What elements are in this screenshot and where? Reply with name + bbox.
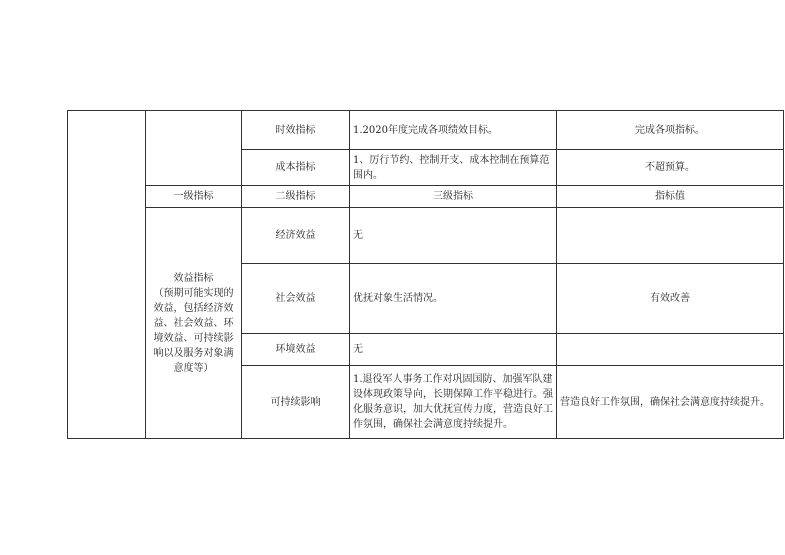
indicator-value-cell: 营造良好工作氛围，确保社会满意度持续提升。	[557, 366, 784, 439]
header-row	[68, 186, 784, 208]
secondary-indicator-cell: 时效指标	[242, 111, 350, 150]
secondary-indicator-cell: 可持续影响	[242, 366, 350, 439]
tertiary-indicator-cell: 无	[350, 208, 557, 264]
benefit-note: （预期可能实现的效益，包括经济效益、社会效益、环境效益、可持续影响以及服务对象满意度等）	[153, 287, 234, 374]
indicator-value-cell: 有效改善	[557, 264, 784, 334]
secondary-indicator-cell: 社会效益	[242, 264, 350, 334]
table-row	[68, 111, 784, 150]
tertiary-indicator-cell: 无	[350, 334, 557, 366]
secondary-indicator-cell: 经济效益	[242, 208, 350, 264]
tertiary-indicator-cell: 优抚对象生活情况。	[350, 264, 557, 334]
header-tertiary: 三级指标	[350, 186, 557, 208]
tertiary-indicator-cell: 1、厉行节约、控制开支、成本控制在预算范围内。	[350, 150, 557, 186]
header-secondary: 二级指标	[242, 186, 350, 208]
indicator-value-cell	[557, 208, 784, 264]
indicator-value-cell	[557, 334, 784, 366]
header-primary: 一级指标	[146, 186, 242, 208]
secondary-indicator-cell: 环境效益	[242, 334, 350, 366]
header-value: 指标值	[557, 186, 784, 208]
tertiary-indicator-cell: 1.2020年度完成各项绩效目标。	[350, 111, 557, 150]
performance-indicator-table	[67, 110, 784, 439]
outer-empty-cell	[68, 111, 146, 439]
benefit-title: 效益指标	[173, 272, 214, 284]
table-row	[68, 208, 784, 264]
tertiary-indicator-cell: 1.退役军人事务工作对巩固国防、加强军队建设体现政策导向，长期保障工作平稳进行。强化服务意识，加大优抚宣传力度，营造良好工作氛围，确保社会满意度持续提升。	[350, 366, 557, 439]
empty-primary-cell	[146, 111, 242, 186]
indicator-value-cell: 不超预算。	[557, 150, 784, 186]
indicator-value-cell: 完成各项指标。	[557, 111, 784, 150]
benefit-category-cell	[146, 208, 242, 439]
secondary-indicator-cell: 成本指标	[242, 150, 350, 186]
